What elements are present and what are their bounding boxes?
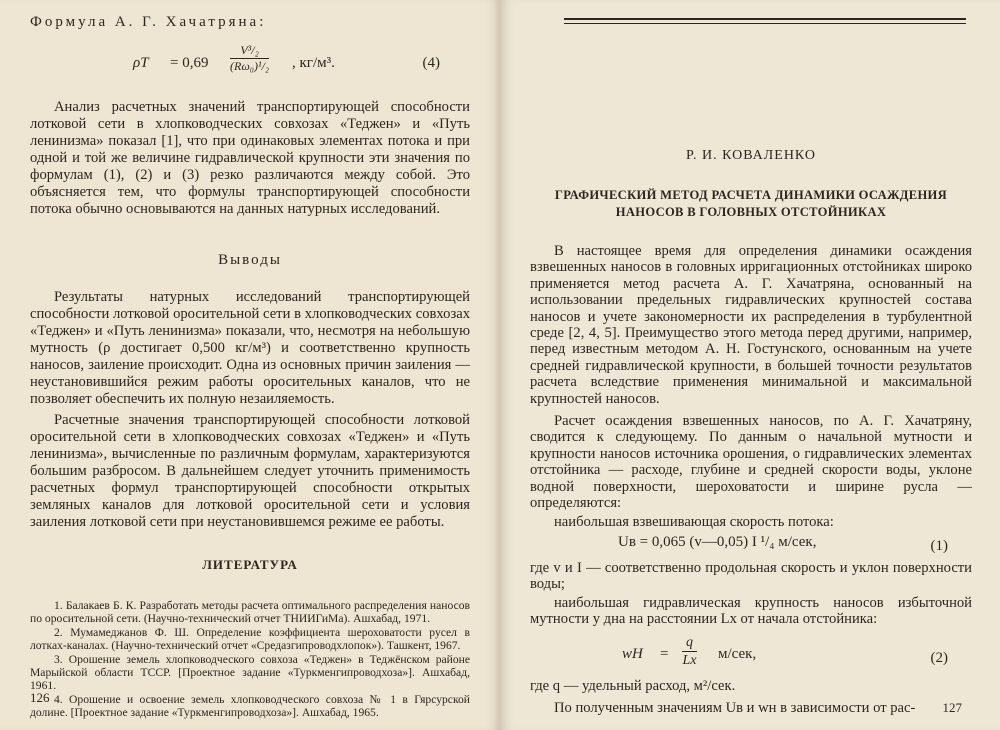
formula-4 [30, 41, 470, 85]
article-title [530, 187, 972, 221]
equation-2-fraction [682, 634, 697, 669]
right-paragraph-7: По полученным значениям Uв и wн в зависимости от рас- [554, 699, 916, 716]
right-paragraph-2: Расчет осаждения взвешенных наносов, по А. Г. Хачатряну, сводится к следующему. По данным о начальной мутности и крупности наносов источника орошения, о гидравлических элементах отстойника — расходе, глубине и средней скорости воды, уклоне водной поверхности, шероховатости и ширине русла — определяются: [530, 413, 972, 512]
equation-1-number: (1) [930, 537, 948, 554]
literature-title: ЛИТЕРАТУРА [202, 557, 298, 572]
formula-title: Формула А. Г. Хачатряна: [30, 14, 267, 30]
reference-item: 4. Орошение и освоение земель хлопководческого совхоза № 1 в Гярсурской долине. [Проектное задание «Туркменгипроводхоза»]. Ашхабад, 1965. [30, 693, 470, 719]
reference-item: 3. Орошение земель хлопководческого совхоза «Теджен» в Теджёнском районе Марыйской области ТССР. [Проектное задание «Туркменгипроводхоза»]. Ашхабад, 1961. [30, 653, 470, 692]
formula-fraction [230, 43, 269, 74]
section-title-conclusions: Выводы [218, 252, 282, 268]
right-paragraph-4: где v и I — соответственно продольная скорость и уклон поверхности воды; [530, 559, 972, 593]
reference-list [30, 599, 470, 719]
page-number-left: 126 [30, 690, 50, 705]
header-rule [564, 18, 966, 24]
formula-numerator: V³/₂ [230, 43, 269, 59]
formula-unit: , кг/м³. [292, 55, 335, 71]
equation-2-unit: м/сек, [718, 645, 757, 662]
right-paragraph-3: наибольшая взвешивающая скорость потока: [554, 513, 834, 530]
formula-number: (4) [422, 55, 440, 71]
page-number-right: 127 [942, 700, 962, 715]
right-paragraph-1: В настоящее время для определения динамики осаждения взвешенных наносов в головных ирригационных отстойниках широко применяется метод расчета А. Г. Хачатряна, основанный на использовании предельных гидравлических крупностей состава наносов и учете закономерности их распределения в турбулентной среде [2, 4, 5]. Преимущество этого метода перед другими, например, перед известным методом А. Н. Гостунского, основанным на учете средней гидравлической крупности, в большей точности результатов расчета вследствие применения минимальной и максимальной крупностей наносов. [530, 243, 972, 407]
article-title-line-1: ГРАФИЧЕСКИЙ МЕТОД РАСЧЕТА ДИНАМИКИ ОСАЖДЕНИЯ [554, 188, 948, 202]
equation-2-lhs: wH [622, 645, 643, 662]
right-paragraph-6: где q — удельный расход, м²/сек. [530, 677, 736, 694]
equation-2-denominator: Lx [682, 652, 697, 668]
equation-2 [530, 628, 972, 678]
left-paragraph-1: Анализ расчетных значений транспортирующей способности лотковой сети в хлопководческих совхозах «Теджен» и «Путь ленинизма» показал [1], что при одинаковых элементах потока и при одной и той же величине гидравлической крупности эти значения по формулам (1), (2) и (3) резко различаются между собой. Это объясняется тем, что формулы транспортирующей способности потока обычно основываются на данных натурных исследований. [30, 99, 470, 217]
formula-eq: = 0,69 [170, 55, 209, 71]
equation-2-eq: = [660, 645, 669, 662]
article-title-line-2: НАНОСОВ В ГОЛОВНЫХ ОТСТОЙНИКАХ [615, 205, 887, 219]
equation-2-number: (2) [930, 649, 948, 666]
reference-item: 1. Балакаев Б. К. Разработать методы расчета оптимального распределения наносов по оросительной сети. (Научно-технический отчет ТНИИГиМа). Ашхабад, 1971. [30, 599, 470, 625]
formula-lhs: ρT [133, 55, 149, 71]
left-paragraph-3: Расчетные значения транспортирующей способности лотковой оросительной сети в хлопководческих совхозах «Теджен» и «Путь ленинизма», вычисленные по различным формулам, характеризуются большим разбросом. В дальнейшем следует уточнить применимость расчетных формул транспортирующей способности открытых земляных каналов для лотковой оросительной сети и условия заиления лотковой сети при неустановившемся режиме ее работы. [30, 412, 470, 530]
right-paragraph-5: наибольшая гидравлическая крупность наносов избыточной мутности у дна на расстоянии Lx от начала отстойника: [530, 594, 972, 628]
left-paragraph-2: Результаты натурных исследований транспортирующей способности лотковой оросительной сети в хлопководческих совхозах «Теджен» и «Путь ленинизма» показали, что, несмотря на небольшую мутность (ρ достигает 0,500 кг/м³) и соответственно крупность наносов, заиление происходит. Одна из основных причин заиления — неустановившийся режим работы оросительных каналов, что не позволяет обеспечить их полную незаиляемость. [30, 289, 470, 407]
right-page [500, 0, 1000, 730]
reference-item: 2. Мумамеджанов Ф. Ш. Определение коэффициента шероховатости русел в лотках-каналах. (Научно-технический отчет «Средазгипроводхлопок»). Ташкент, 1967. [30, 626, 470, 652]
equation-1 [530, 530, 972, 560]
formula-denominator: (Rω₀)¹/₂ [230, 59, 270, 73]
equation-2-numerator: q [682, 634, 697, 652]
equation-1-body: Uв = 0,065 (v—0,05) I ¹/₄ м/сек, [618, 533, 817, 550]
article-author: Р. И. КОВАЛЕНКО [685, 148, 817, 163]
